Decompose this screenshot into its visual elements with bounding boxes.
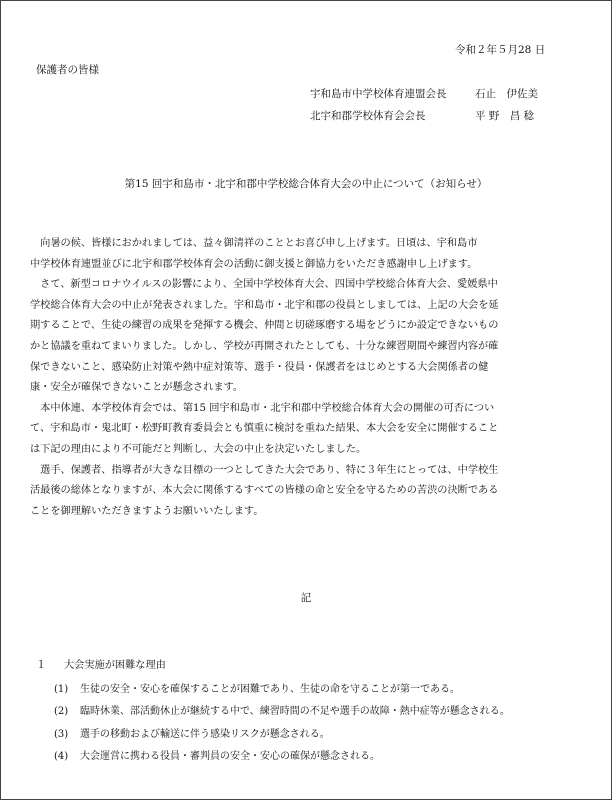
document-title: 第15 回宇和島市・北宇和郡中学校総合体育大会の中止について（お知らせ） [124, 178, 488, 190]
reason-item [54, 679, 510, 701]
sender-organization: 宇和島市中学校体育連盟会長 [310, 88, 447, 100]
body-line: 向暑の候、皆様におかれましては、益々御清祥のこととお喜び申し上げます。日頃は、宇和島市 [30, 238, 478, 249]
body-line: 保できないこと、感染防止対策や熱中症対策等、選手・役員・保護者をはじめとする大会関係者の健 [30, 361, 489, 373]
sender-organization: 北宇和郡学校体育会会長 [310, 110, 426, 122]
body-line: 活最後の総体となりますが、本大会に関係するすべての皆様の命と安全を守るための苦渋の決断である [30, 485, 499, 497]
reason-text: 選手の移動および輸送に伴う感染リスクが懸念される。 [80, 728, 330, 740]
sender-name: 石止 伊佐美 [475, 88, 538, 100]
body-line: かと協議を重ねてまいりました。しかし、学校が再開されたとしても、十分な練習期間や練習内容が確 [30, 340, 499, 352]
recipient-line: 保護者の皆様 [36, 64, 99, 76]
body-line: さて、新型コロナウイルスの影響により、全国中学校体育大会、四国中学校総合体育大会、愛媛県中 [30, 279, 498, 291]
body-line: て、宇和島市・鬼北町・松野町教育委員会とも慎重に検討を重ねた結果、本大会を安全に開催すること [30, 423, 499, 435]
reasons-list [54, 679, 510, 768]
body-line: ことを御理解いただきますようお願いいたします。 [30, 505, 264, 517]
body-line: 中学校体育連盟並びに北宇和郡学校体育会の活動に御支援と御協力をいただき感謝申し上げます。 [30, 258, 478, 270]
sender-name: 平 野 昌 稔 [475, 110, 535, 122]
reason-item [54, 701, 510, 723]
reason-text: 生徒の安全・安心を確保することが困難であり、生徒の命を守ることが第一である。 [80, 684, 460, 695]
reasons-heading [36, 656, 166, 671]
reason-text: 大会運営に携わる役員・審判員の安全・安心の確保が懸念される。 [80, 750, 380, 762]
reason-number: (1) [54, 684, 69, 695]
body-line: は下記の理由により不可能だと判断し、大会の中止を決定いたしました。 [30, 443, 367, 455]
reasons-heading-number: １ [36, 660, 47, 671]
body-line: 学校総合体育大会の中止が発表されました。宇和島市・北宇和郡の役員としましては、上記の大会を延 [30, 299, 499, 311]
body-line: 本中体連、本学校体育会では、第15 回宇和島市・北宇和郡中学校総合体育大会の開催の可否につい [30, 402, 495, 414]
reason-number: (4) [54, 750, 69, 762]
reason-text: 臨時休業、部活動休止が継続する中で、練習時間の不足や選手の故障・熱中症等が懸念される。 [80, 706, 510, 718]
body-line: 選手、保護者、指導者が大きな目標の一つとしてきた大会であり、特に３年生にとっては、中学校生 [30, 464, 499, 476]
reason-item [54, 746, 510, 768]
sender-line [310, 86, 538, 101]
reason-item [54, 724, 510, 746]
body-line: 期することで、生徒の練習の成果を発揮する機会、仲間と切磋琢磨する場をどうにか設定できないもの [30, 320, 499, 332]
reasons-heading-text: 大会実施が困難な理由 [64, 660, 166, 671]
sender-line [310, 108, 534, 123]
reason-number: (2) [54, 706, 69, 718]
body-line: 康・安全が確保できないことが懸念されます。 [30, 382, 244, 394]
reason-number: (3) [54, 728, 69, 740]
record-mark: 記 [300, 592, 312, 604]
document-date: 令和２年５月28 日 [455, 44, 546, 56]
body-text [30, 234, 586, 522]
